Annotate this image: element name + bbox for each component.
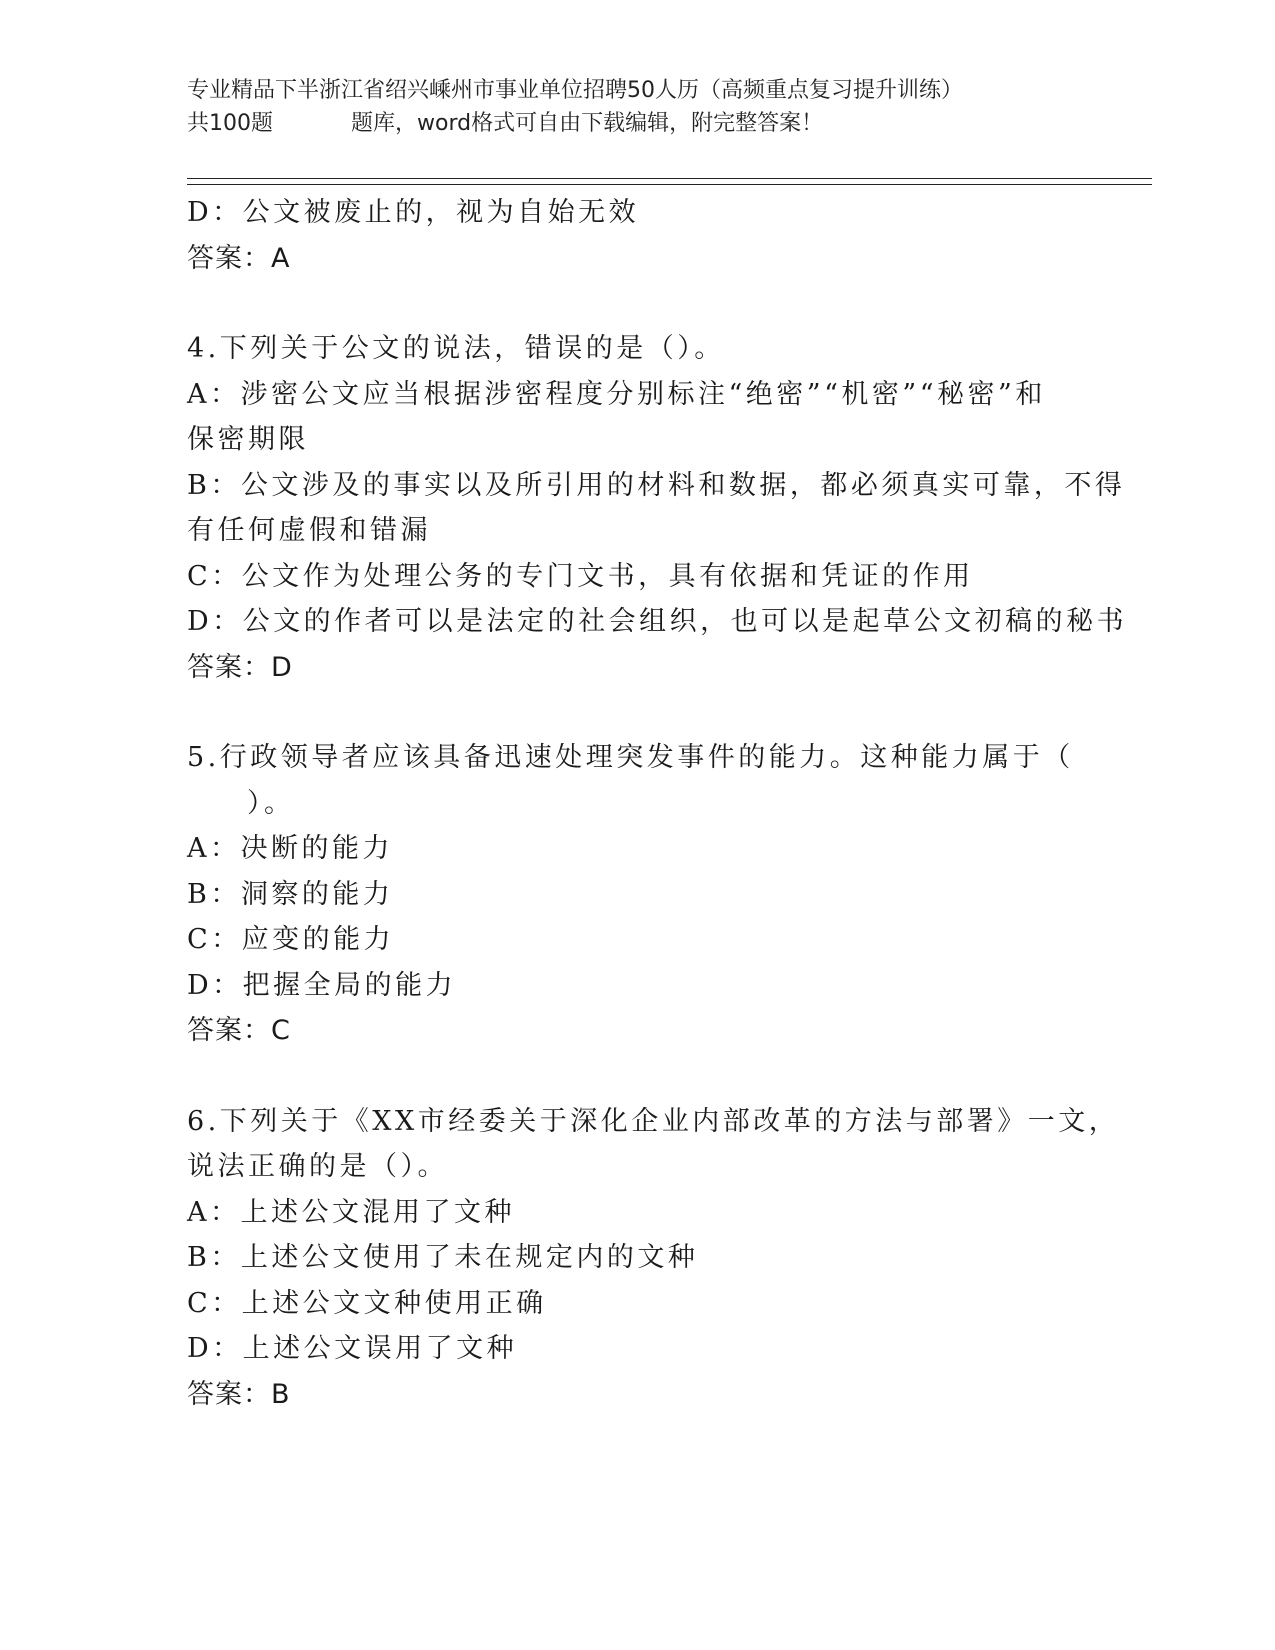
answer: 答案：A: [187, 242, 291, 274]
answer: 答案：B: [187, 1378, 291, 1410]
option-a: A：涉密公文应当根据涉密程度分别标注“绝密”“机密”“秘密”和: [187, 378, 1046, 410]
answer: 答案：C: [187, 1015, 291, 1046]
option-d: D：上述公文误用了文种: [187, 1333, 518, 1364]
header-subtitle-line: [187, 107, 1087, 140]
previous-question-tail: [187, 190, 1087, 281]
question-text: 4.下列关于公文的说法，错误的是（）。: [187, 333, 725, 364]
option-d: D：把握全局的能力: [187, 969, 457, 1001]
header-count: 共100题: [187, 111, 273, 136]
option-b: B：洞察的能力: [187, 878, 394, 910]
header-description: 题库，word格式可自由下载编辑，附完整答案！: [351, 111, 824, 136]
option-c: C：应变的能力: [187, 924, 395, 955]
option-a: A：决断的能力: [187, 833, 393, 864]
question-4: [187, 326, 1128, 690]
option-b-continued: 有任何虚假和错漏: [187, 515, 431, 546]
option-b: B：上述公文使用了未在规定内的文种: [187, 1242, 699, 1273]
option-c: C：上述公文文种使用正确: [187, 1287, 547, 1319]
document-header: [187, 74, 1087, 140]
option-d: D：公文的作者可以是法定的社会组织，也可以是起草公文初稿的秘书: [187, 606, 1128, 637]
question-text-continued: 说法正确的是（）。: [187, 1151, 448, 1182]
header-title-line: 专业精品下半浙江省绍兴嵊州市事业单位招聘50人历（高频重点复习提升训练）: [187, 78, 963, 103]
option-d: D：公文被废止的，视为自始无效: [187, 197, 640, 228]
document-body: [187, 190, 1128, 1417]
option-a: A：上述公文混用了文种: [187, 1196, 515, 1228]
option-c: C：公文作为处理公务的专门文书，具有依据和凭证的作用: [187, 560, 974, 592]
header-divider-bottom: [187, 184, 1152, 185]
header-divider-top: [187, 178, 1152, 179]
question-text: 6.下列关于《XX市经委关于深化企业内部改革的方法与部署》一文，: [187, 1105, 1120, 1137]
question-text-continued: ）。: [247, 787, 295, 819]
question-6: [187, 1099, 1120, 1418]
option-b: B：公文涉及的事实以及所引用的材料和数据，都必须真实可靠，不得: [187, 469, 1126, 501]
option-a-continued: 保密期限: [187, 424, 309, 455]
question-text: 5.行政领导者应该具备迅速处理突发事件的能力。这种能力属于（: [187, 742, 1074, 773]
question-5: [187, 735, 1087, 1054]
answer: 答案：D: [187, 651, 293, 683]
